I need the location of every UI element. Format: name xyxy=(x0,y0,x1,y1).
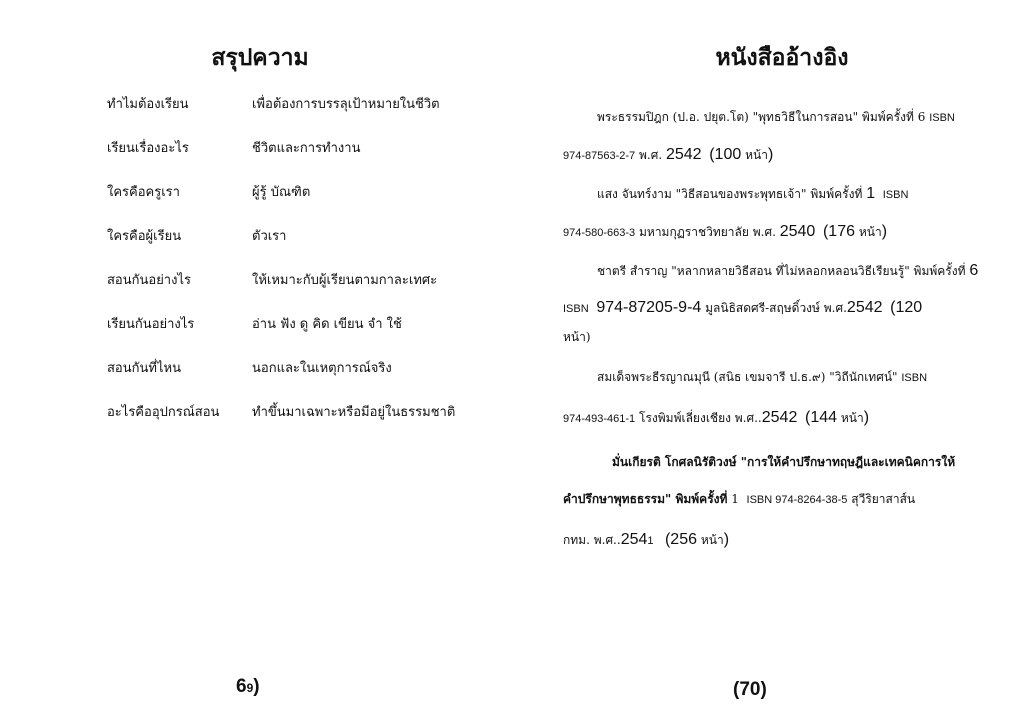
reference-line: พระธรรมปิฎก (ป.อ. ปยุต.โต) "พุทธวิธีในการสอน" พิมพ์ครั้งที่ 6 ISBN xyxy=(597,110,955,124)
row-value: นอกและในเหตุการณ์จริง xyxy=(252,361,392,376)
summary-title: สรุปความ xyxy=(211,44,309,71)
reference-line: กทม. พ.ศ..2541 (256 หน้า) xyxy=(563,531,730,548)
reference-line: ชาตรี สำราญ "หลากหลายวิธีสอน ที่ไม่หลอกหลอนวิธีเรียนรู้" พิมพ์ครั้งที่ 6 xyxy=(597,262,979,279)
row-label: สอนกันอย่างไร xyxy=(107,273,191,288)
row-value: ชีวิตและการทำงาน xyxy=(252,141,361,156)
reference-line: สมเด็จพระธีรญาณมุนี (สนิธ เขมจารี ป.ธ.๙) "วิถีนักเทศน์" ISBN xyxy=(597,370,928,384)
row-label: เรียนเรื่องอะไร xyxy=(107,141,189,156)
row-value: ผู้รู้ บัณฑิต xyxy=(252,185,311,200)
reference-line: 974-580-663-3 มหามกุฏราชวิทยาลัย พ.ศ. 2540 (176 หน้า) xyxy=(563,223,888,240)
reference-line: ISBN 974-87205-9-4 มูลนิธิสดศรี-สฤษดิ์วงษ์ พ.ศ.2542 (120 xyxy=(563,299,923,316)
page-number: 69) xyxy=(236,676,260,697)
reference-line: หน้า) xyxy=(563,330,591,344)
row-label: ใครคือผู้เรียน xyxy=(107,229,182,244)
reference-line: 974-493-461-1 โรงพิมพ์เลี่ยงเชียง พ.ศ..2542 (144 หน้า) xyxy=(563,409,870,426)
reference-line: 974-87563-2-7 พ.ศ. 2542 (100 หน้า) xyxy=(563,146,774,163)
reference-line: แสง จันทร์งาม "วิธีสอนของพระพุทธเจ้า" พิมพ์ครั้งที่ 1 ISBN xyxy=(597,185,909,202)
references-title: หนังสืออ้างอิง xyxy=(715,44,849,71)
reference-line: คำปรึกษาพุทธธรรม" พิมพ์ครั้งที่ 1 ISBN 974-8264-38-5 สุวีริยาสาส์น xyxy=(563,492,916,506)
reference-line: มั่นเกียรติ โกศลนิรัติวงษ์ "การให้คำปรึกษาทฤษฎีและเทคนิคการให้ xyxy=(612,455,956,469)
row-label: สอนกันที่ไหน xyxy=(107,361,181,376)
row-value: ทำขึ้นมาเฉพาะหรือมีอยู่ในธรรมชาติ xyxy=(252,405,456,420)
row-label: ใครคือครูเรา xyxy=(107,185,180,200)
right-page xyxy=(512,0,1023,708)
row-label: อะไรคืออุปกรณ์สอน xyxy=(107,405,220,420)
row-value: ตัวเรา xyxy=(252,229,287,244)
row-label: เรียนกันอย่างไร xyxy=(107,317,195,332)
page-number: (70) xyxy=(733,679,767,700)
row-value: อ่าน ฟัง ดู คิด เขียน จำ ใช้ xyxy=(252,317,402,332)
row-label: ทำไมต้องเรียน xyxy=(107,97,189,112)
row-value: ให้เหมาะกับผู้เรียนตามกาละเทศะ xyxy=(252,273,438,288)
row-value: เพื่อต้องการบรรลุเป้าหมายในชีวิต xyxy=(252,97,440,112)
